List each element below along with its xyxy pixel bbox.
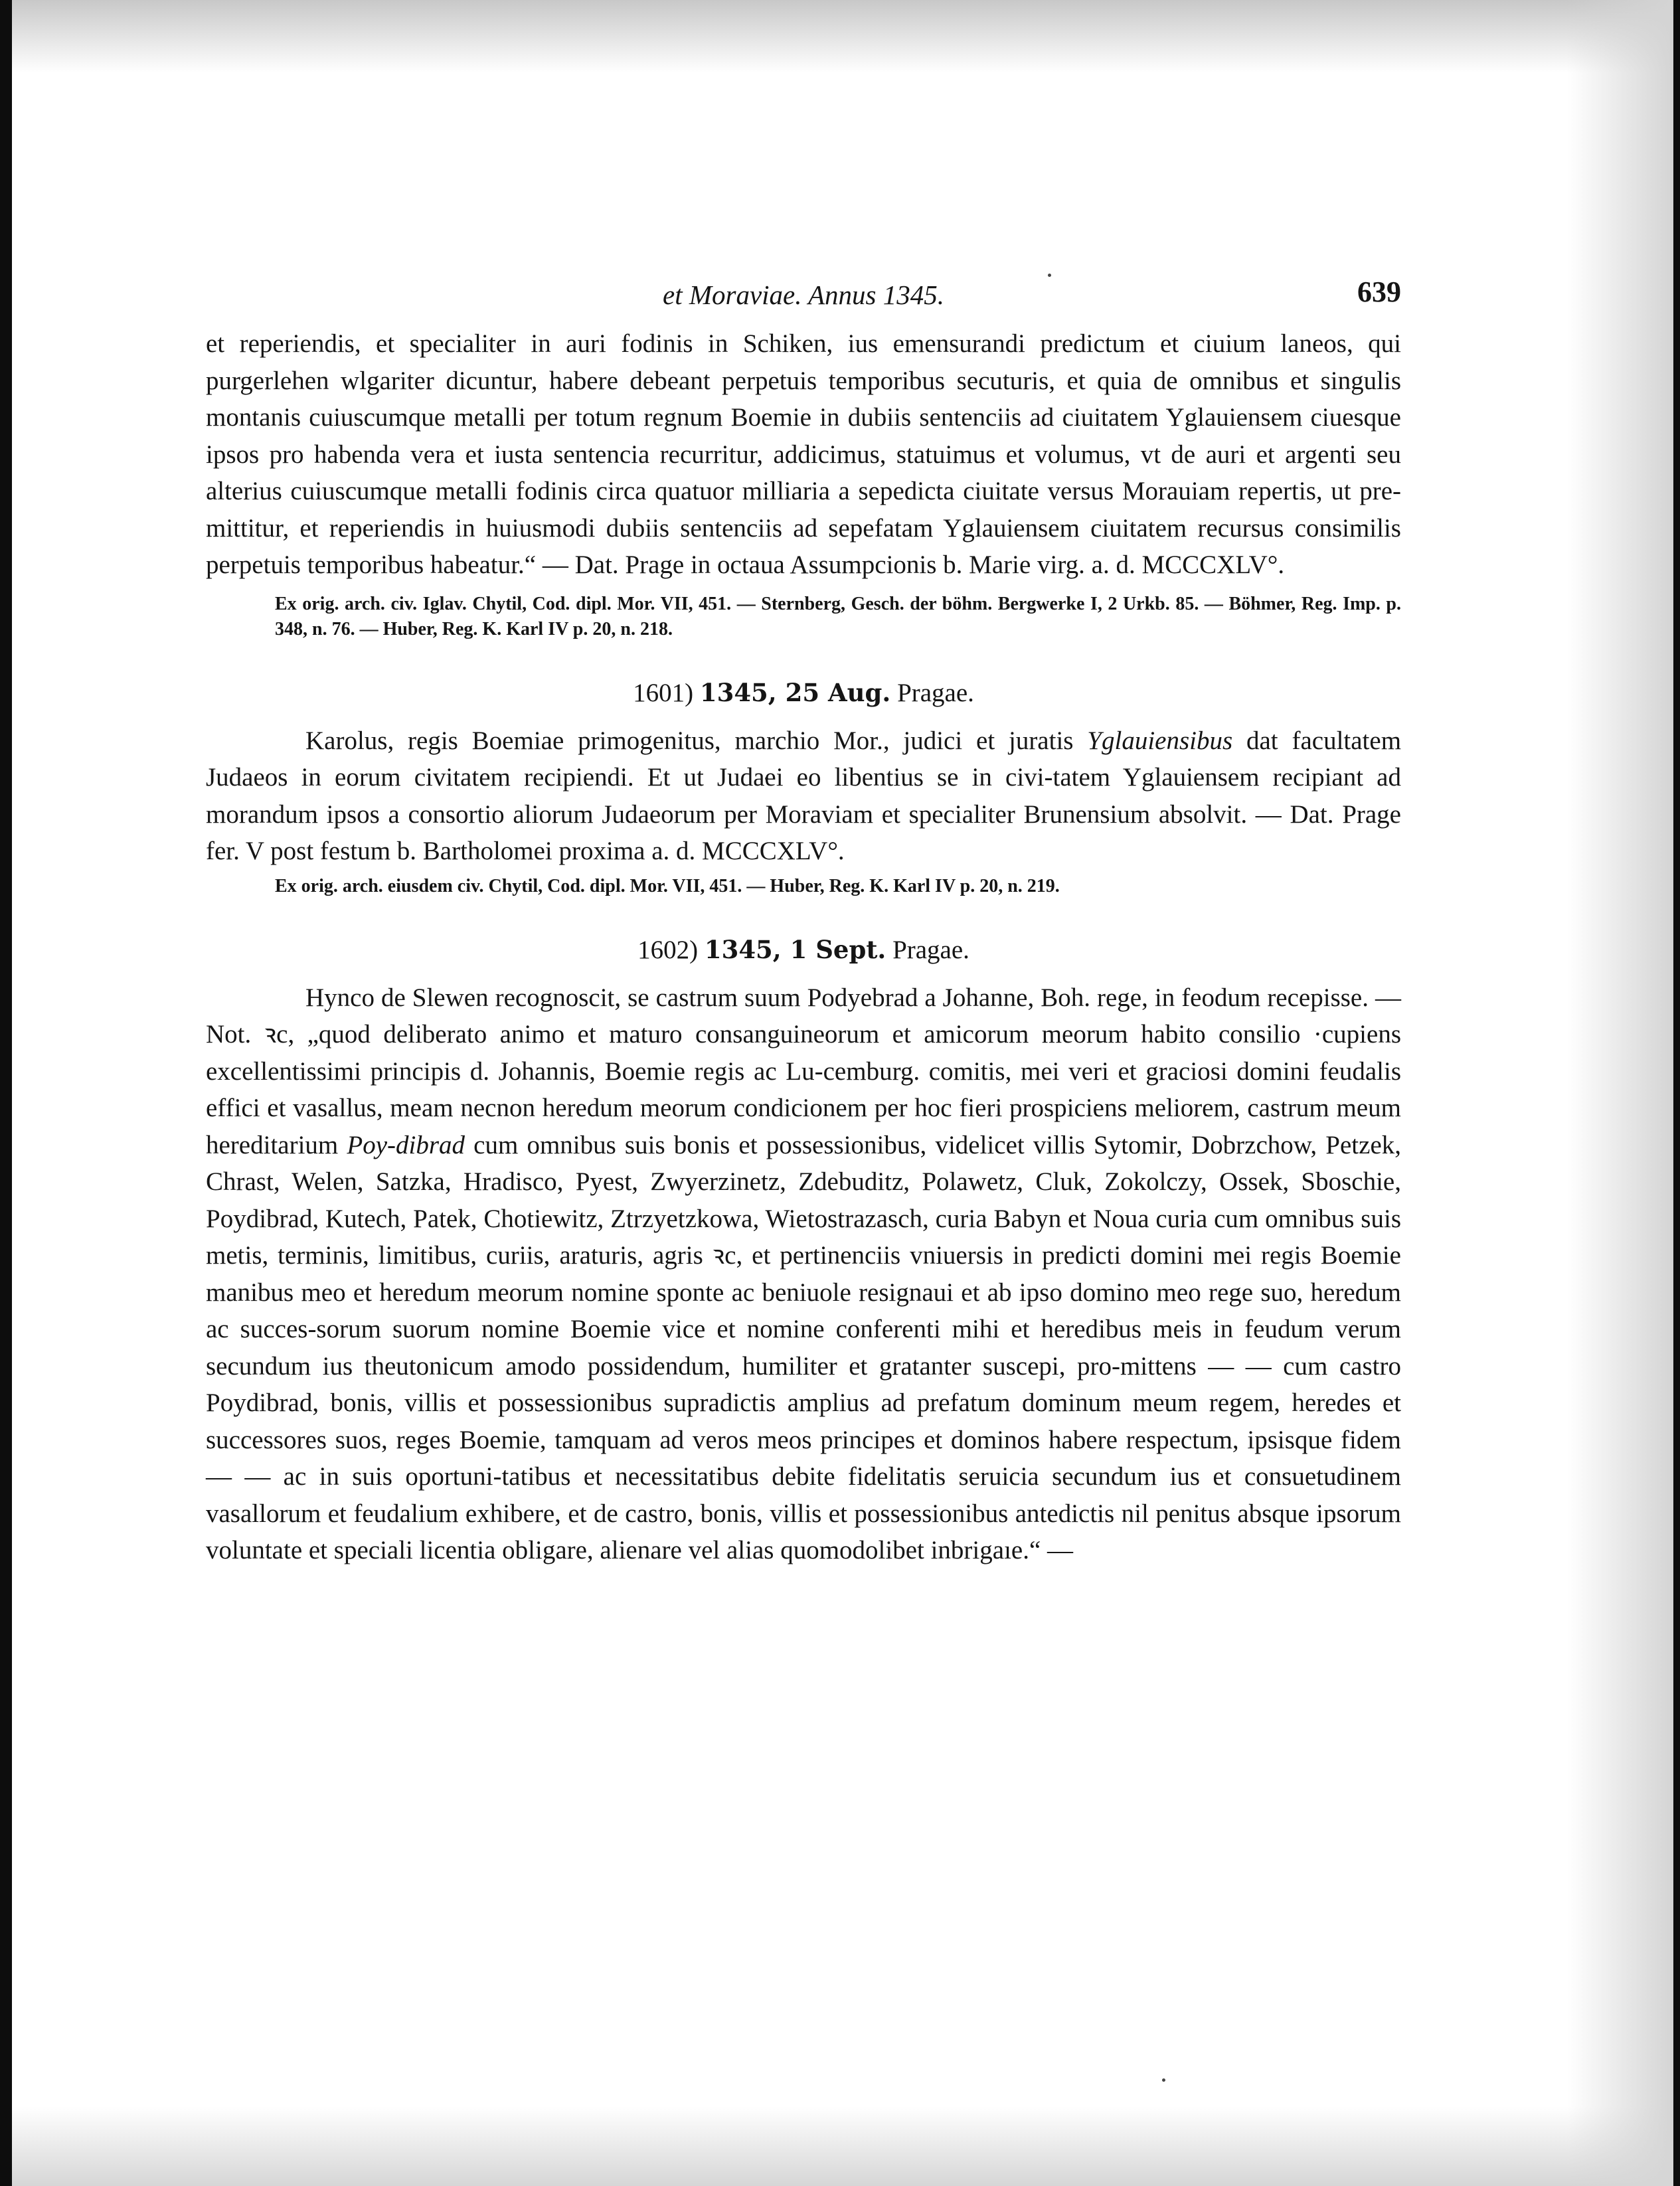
entry-number: 1602) [637, 935, 699, 964]
entry-text-part: Karolus, regis Boemiae primogenitus, marchio Mor., judici et juratis [305, 726, 1074, 755]
scan-shadow-top [12, 0, 1673, 73]
speck [1048, 274, 1051, 277]
entry-1602-heading [206, 932, 1401, 967]
entry-place: Pragae. [892, 935, 969, 964]
entry-text-part: Hynco de Slewen recognoscit, se castrum suum Podyebrad a Johanne, Boh. rege, in feodum recepisse. — Not. ꝛc, „quod deliberato animo et maturo consanguineorum et amicorum meorum habito consilio ·cupiens excellentissimi principis d. Johannis, Boemie regis ac Lu-cemburg. comitis, mei veri et graciosi domini feudalis effici et vasallus, meam necnon heredum meorum condicionem per hoc fieri prospiciens meliorem, castrum meum hereditarium [206, 983, 1401, 1159]
entry-date: 1345, 1 Sept. [704, 934, 886, 964]
running-title: et Moraviae. Annus 1345. [663, 280, 944, 310]
page-number: 639 [1357, 276, 1401, 308]
scan-border-left [0, 0, 12, 2186]
continuation-text: et reperiendis, et specialiter in auri fodinis in Schiken, ius emensurandi predictum et ciuium laneos, qui purgerlehen wlgariter dicuntur, habere debeant perpetuis temporibus secuturis, et quia de omnibus et singulis montanis cuiuscumque metalli per totum regnum Boemie in dubiis sentenciis ad ciuitatem Yglauiensem ciuesque ipsos pro habenda vera et iusta sentencia recurritur, addicimus, statuimus et volumus, vt de auri et argenti seu alterius cuiuscumque metalli fodinis circa quatuor milliaria a sepedicta ciuitate versus Morauiam repertis, ut pre-mittitur, et reperiendis in huiusmodi dubiis sentenciis ad sepefatam Yglauiensem ciuitatem recursus consimilis perpetuis temporibus habeatur.“ — Dat. Prage in octaua Assumpcionis b. Marie virg. a. d. MCCCXLV°. [206, 329, 1401, 579]
entry-text-italic: Poy-dibrad [347, 1130, 465, 1159]
entry-1602-text [206, 979, 1401, 1569]
entry-1601-source: Ex orig. arch. eiusdem civ. Chytil, Cod. dipl. Mor. VII, 451. — Huber, Reg. K. Karl IV p. 20, n. 219. [275, 875, 1060, 896]
running-head [206, 276, 1401, 325]
entry-1601-text [206, 722, 1401, 870]
entry-text-italic: Yglauiensibus [1087, 726, 1233, 755]
scan-shadow-bottom [12, 2106, 1673, 2186]
scan-shadow-right [1567, 0, 1673, 2186]
scan-border-right [1673, 0, 1680, 2186]
continuation-source: Ex orig. arch. civ. Iglav. Chytil, Cod. dipl. Mor. VII, 451. — Sternberg, Gesch. der böhm. Bergwerke I, 2 Urkb. 85. — Böhmer, Reg. Imp. p. 348, n. 76. — Huber, Reg. K. Karl IV p. 20, n. 218. [275, 593, 1401, 639]
speck [1162, 2078, 1165, 2082]
entry-number: 1601) [633, 678, 694, 707]
entry-1601-heading [206, 675, 1401, 711]
entry-date: 1345, 25 Aug. [699, 677, 891, 707]
book-page [206, 276, 1402, 1569]
entry-text-part: cum omnibus suis bonis et possessionibus, videlicet villis Sytomir, Dobrzchow, Petzek, Chrast, Welen, Satzka, Hradisco, Pyest, Zwyerzinetz, Zdebuditz, Polawetz, Cluk, Zokolczy, Ossek, Sboschie, Poydibrad, Kutech, Patek, Chotiewitz, Ztrzyetzkowa, Wietostrazasch, curia Babyn et Noua curia cum omnibus suis metis, terminis, limitibus, curiis, araturis, agris ꝛc, et pertinenciis vniuersis in predicti domini mei regis Boemie manibus meo et heredum meorum nomine sponte ac beniuole resignaui et ab ipso domino meo rege suo, heredum ac succes-sorum suorum nomine Boemie vice et nomine conferenti mihi et heredibus meis in feudum verum secundum ius theutonicum amodo possidendum, humiliter et gratanter suscepi, pro-mittens — — cum castro Poydibrad, bonis, villis et possessionibus supradictis amplius ad prefatum dominum meum regem, heredes et successores suos, reges Boemie, tamquam ad veros meos principes et dominos habere respectum, ipsisque fidem — — ac in suis oportuni-tatibus et necessitatibus debite fidelitatis seruicia secundum ius et consuetudinem vasallorum et feudalium exhibere, et de castro, bonis, villis et possessionibus antedictis nil penitus absque ipsorum voluntate et speciali licentia obligare, alienare vel alias quomodolibet inbrigaıe.“ — [206, 1130, 1402, 1564]
entry-place: Pragae. [897, 678, 974, 707]
entry-text-part: dat facultatem Judaeos in eorum civitatem recipiendi. Et ut Judaei eo libentius se in civi-tatem Yglauiensem recipiant ad morandum ipsos a consortio aliorum Judaeorum per Moraviam et specialiter Brunensium absolvit. — Dat. Prage fer. V post festum b. Bartholomei proxima a. d. MCCCXLV°. [206, 726, 1402, 865]
